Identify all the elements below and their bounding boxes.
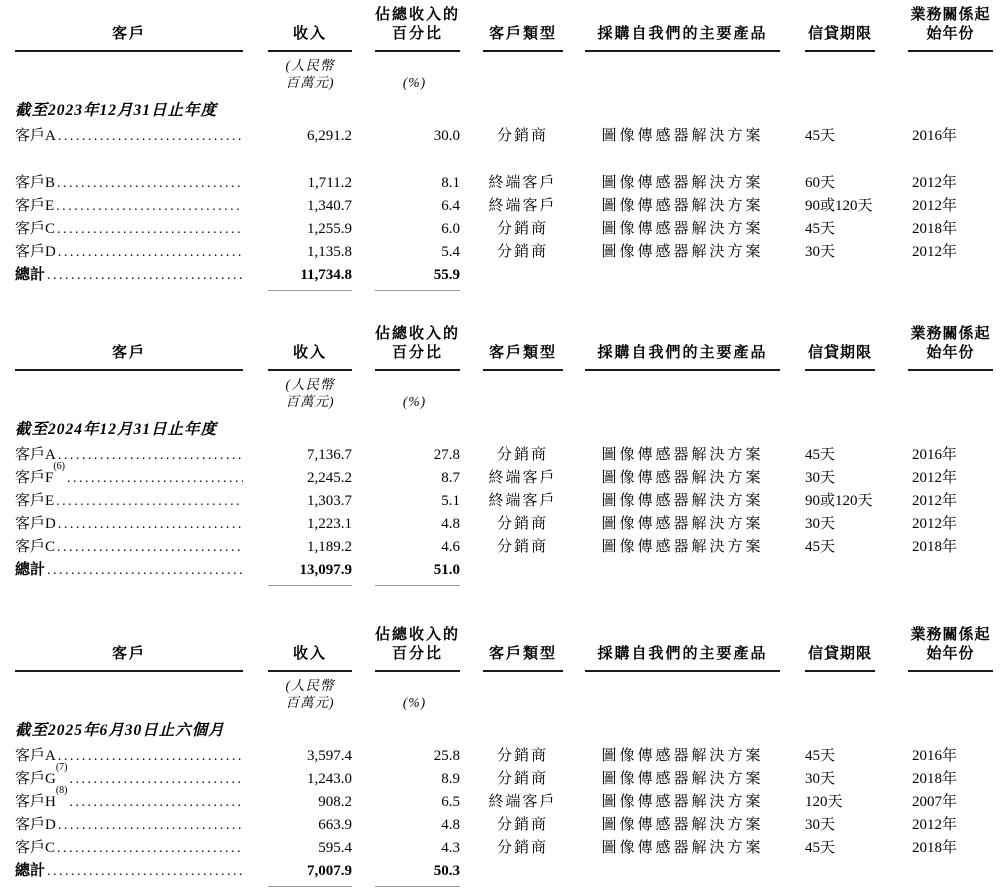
dot-leader [58,745,243,768]
header-cell-relationship [905,6,1000,52]
customer-type: 分銷商 [496,447,548,463]
total-label: 總計 [15,267,46,283]
start-year: 2012年 [912,470,958,486]
total-underline [0,883,1000,887]
pct-value: 4.8 [441,817,460,833]
customer-row [0,172,1000,195]
header-relationship-line2: 始年份 [926,345,975,361]
customer-row [0,814,1000,837]
revenue-value: 1,255.9 [307,221,352,237]
header-cell-credit [780,25,905,52]
revenue-value: 1,223.1 [307,516,352,532]
customer-row [0,490,1000,513]
header-cell-products [585,25,780,52]
revenue-value: 908.2 [318,794,352,810]
footnote-superscript: (6) [53,461,66,472]
dot-leader [58,444,243,467]
pct-value: 5.1 [441,493,460,509]
product-name: 圖像傳感器解決方案 [601,198,764,214]
customer-name: 客戶C [15,539,56,555]
dot-leader [58,814,243,837]
revenue-value: 1,711.2 [307,175,352,191]
header-cell-pct [355,6,460,52]
header-credit-label: 信貸期限 [807,646,872,662]
rows-fy2023 [0,125,1000,264]
product-name: 圖像傳感器解決方案 [601,128,764,144]
pct-value: 4.6 [441,539,460,555]
revenue-value: 3,597.4 [307,748,352,764]
product-name: 圖像傳感器解決方案 [601,244,764,260]
unit-percent: (%) [402,394,427,409]
rows-fy2024 [0,444,1000,559]
customer-type: 終端客戶 [488,794,557,810]
customer-row [0,195,1000,218]
credit-period: 45天 [805,221,836,237]
credit-period: 30天 [805,516,836,532]
header-customer-label: 客戶 [111,646,146,662]
table-header-row [0,626,1000,672]
customer-cell [0,814,255,837]
header-relationship-line1: 業務關係起 [910,627,991,643]
customer-row [0,785,1000,814]
customer-type: 分銷商 [496,539,548,555]
header-cell-credit [780,645,905,672]
header-cell-relationship [905,325,1000,371]
customer-type: 分銷商 [496,244,548,260]
pct-value: 8.7 [441,470,460,486]
header-type-label: 客戶類型 [488,26,557,42]
customer-name: 客戶C [15,840,56,856]
total-underline [0,582,1000,586]
customer-name: 客戶E [15,493,55,509]
total-pct: 55.9 [433,267,460,283]
total-label: 總計 [15,562,46,578]
revenue-value: 663.9 [318,817,352,833]
customer-type: 終端客戶 [488,470,557,486]
revenue-value: 1,189.2 [307,539,352,555]
start-year: 2012年 [912,817,958,833]
header-cell-pct [355,626,460,672]
rows-1h2025 [0,745,1000,860]
header-customer-label: 客戶 [111,26,146,42]
product-name: 圖像傳感器解決方案 [601,493,764,509]
header-pct-line2: 百分比 [391,646,443,662]
revenue-value: 1,303.7 [307,493,352,509]
unit-percent: (%) [402,695,427,710]
customer-cell [0,513,255,536]
pct-value: 6.5 [441,794,460,810]
pct-value: 6.0 [441,221,460,237]
header-revenue-label: 收入 [292,26,327,42]
credit-period: 45天 [805,539,836,555]
table-header-row [0,6,1000,52]
credit-period: 45天 [805,128,836,144]
dot-leader [70,768,243,791]
header-products-label: 採購自我們的主要產品 [597,26,768,42]
customer-name: 客戶G [15,771,56,787]
customer-cell [0,461,255,490]
customer-row [0,125,1000,148]
customer-name: 客戶F [15,470,54,486]
customer-cell [0,172,255,195]
customer-cell [0,536,255,559]
product-name: 圖像傳感器解決方案 [601,516,764,532]
customer-row [0,461,1000,490]
pct-value: 27.8 [433,447,460,463]
credit-period: 30天 [805,470,836,486]
customer-cell [0,837,255,860]
header-cell-revenue [255,344,355,371]
customer-cell [0,762,255,791]
customer-type: 終端客戶 [488,493,557,509]
header-cell-relationship [905,626,1000,672]
start-year: 2016年 [912,447,958,463]
period-title-1h2025: 截至2025年6月30日止六個月 [15,722,225,739]
credit-period: 120天 [805,794,843,810]
pct-value: 6.4 [441,198,460,214]
total-revenue: 7,007.9 [307,863,352,879]
header-cell-products [585,645,780,672]
footnote-superscript: (8) [55,785,68,796]
product-name: 圖像傳感器解決方案 [601,817,764,833]
footnote-superscript: (7) [55,762,68,773]
credit-period: 45天 [805,840,836,856]
product-name: 圖像傳感器解決方案 [601,794,764,810]
total-row-1h2025 [0,860,1000,883]
header-relationship-line2: 始年份 [926,26,975,42]
dot-leader [58,513,243,536]
dot-leader [57,536,243,559]
revenue-value: 6,291.2 [307,128,352,144]
header-pct-line1: 佔總收入的 [375,326,461,342]
header-pct-line2: 百分比 [391,26,443,42]
customer-type: 分銷商 [496,516,548,532]
customer-cell [0,218,255,241]
customer-name: 客戶D [15,244,56,260]
table-fy2023 [0,6,1000,291]
total-pct: 51.0 [433,562,460,578]
customer-type: 終端客戶 [488,198,557,214]
header-relationship-line2: 始年份 [926,646,975,662]
pct-value: 4.3 [441,840,460,856]
customer-type: 分銷商 [496,748,548,764]
credit-period: 30天 [805,771,836,787]
unit-row [0,376,1000,410]
customer-name: 客戶C [15,221,56,237]
dot-leader [56,490,243,513]
header-products-label: 採購自我們的主要產品 [597,646,768,662]
total-revenue: 11,734.8 [300,267,352,283]
customer-type: 分銷商 [496,771,548,787]
dot-leader [57,837,243,860]
header-pct-line1: 佔總收入的 [375,627,461,643]
product-name: 圖像傳感器解決方案 [601,447,764,463]
header-cell-type [460,645,585,672]
customer-cell [0,195,255,218]
start-year: 2016年 [912,748,958,764]
revenue-value: 2,245.2 [307,470,352,486]
pct-value: 8.9 [441,771,460,787]
customer-row [0,837,1000,860]
header-cell-customer [0,344,255,371]
unit-percent: (%) [402,75,427,90]
start-year: 2012年 [912,198,958,214]
dot-leader [47,559,243,582]
customer-name: 客戶B [15,175,56,191]
header-type-label: 客戶類型 [488,646,557,662]
customer-type: 分銷商 [496,128,548,144]
total-underline [0,287,1000,291]
header-relationship-line1: 業務關係起 [910,7,991,23]
table-1h2025 [0,626,1000,887]
customer-row [0,241,1000,264]
header-cell-customer [0,25,255,52]
revenue-value: 7,136.7 [307,447,352,463]
total-row-fy2024 [0,559,1000,582]
header-cell-customer [0,645,255,672]
product-name: 圖像傳感器解決方案 [601,221,764,237]
credit-period: 45天 [805,447,836,463]
unit-rmb-millions: (人民幣 百萬元) [285,58,335,90]
header-revenue-label: 收入 [292,646,327,662]
total-label: 總計 [15,863,46,879]
customer-name: 客戶A [15,447,56,463]
customer-name: 客戶E [15,198,55,214]
start-year: 2012年 [912,516,958,532]
dot-leader [58,241,243,264]
unit-rmb-millions: (人民幣 百萬元) [285,377,335,409]
customer-name: 客戶D [15,516,56,532]
header-cell-products [585,344,780,371]
pct-value: 30.0 [433,128,460,144]
header-cell-pct [355,325,460,371]
start-year: 2012年 [912,493,958,509]
credit-period: 30天 [805,817,836,833]
dot-leader [56,195,243,218]
dot-leader [47,860,243,883]
customer-cell [0,745,255,768]
customer-cell [0,490,255,513]
customer-row [0,762,1000,791]
product-name: 圖像傳感器解決方案 [601,539,764,555]
dot-leader [47,264,243,287]
customer-cell [0,444,255,467]
pct-value: 8.1 [441,175,460,191]
total-pct: 50.3 [433,863,460,879]
header-cell-type [460,344,585,371]
customer-row [0,536,1000,559]
credit-period: 30天 [805,244,836,260]
product-name: 圖像傳感器解決方案 [601,175,764,191]
customer-name: 客戶A [15,748,56,764]
dot-leader [67,467,243,490]
customer-row [0,218,1000,241]
header-cell-revenue [255,25,355,52]
table-fy2024 [0,325,1000,586]
customer-name: 客戶A [15,128,56,144]
table-header-row [0,325,1000,371]
revenue-value: 1,340.7 [307,198,352,214]
header-pct-line1: 佔總收入的 [375,7,461,23]
start-year: 2012年 [912,175,958,191]
start-year: 2018年 [912,840,958,856]
header-cell-credit [780,344,905,371]
header-credit-label: 信貸期限 [807,26,872,42]
dot-leader [57,218,243,241]
pct-value: 5.4 [441,244,460,260]
header-products-label: 採購自我們的主要產品 [597,345,768,361]
dot-leader [57,172,243,195]
product-name: 圖像傳感器解決方案 [601,771,764,787]
customer-cell [0,125,255,148]
customer-name: 客戶H [15,794,56,810]
revenue-value: 1,135.8 [307,244,352,260]
dot-leader [70,791,243,814]
credit-period: 90或120天 [805,198,873,214]
header-revenue-label: 收入 [292,345,327,361]
header-customer-label: 客戶 [111,345,146,361]
start-year: 2018年 [912,539,958,555]
customer-type: 分銷商 [496,840,548,856]
header-cell-type [460,25,585,52]
start-year: 2016年 [912,128,958,144]
customer-row [0,513,1000,536]
unit-row [0,677,1000,711]
period-title-fy2023: 截至2023年12月31日止年度 [15,102,218,119]
customer-row [0,444,1000,467]
customer-type: 分銷商 [496,817,548,833]
header-pct-line2: 百分比 [391,345,443,361]
unit-rmb-millions: (人民幣 百萬元) [285,678,335,710]
revenue-value: 1,243.0 [307,771,352,787]
start-year: 2012年 [912,244,958,260]
credit-period: 90或120天 [805,493,873,509]
customer-name: 客戶D [15,817,56,833]
customer-row [0,745,1000,768]
start-year: 2018年 [912,771,958,787]
pct-value: 25.8 [433,748,460,764]
header-credit-label: 信貸期限 [807,345,872,361]
product-name: 圖像傳感器解決方案 [601,748,764,764]
customer-type: 分銷商 [496,221,548,237]
header-type-label: 客戶類型 [488,345,557,361]
credit-period: 45天 [805,748,836,764]
unit-row [0,57,1000,91]
customer-cell [0,241,255,264]
product-name: 圖像傳感器解決方案 [601,840,764,856]
product-name: 圖像傳感器解決方案 [601,470,764,486]
total-row-fy2023 [0,264,1000,287]
header-cell-revenue [255,645,355,672]
pct-value: 4.8 [441,516,460,532]
start-year: 2007年 [912,794,958,810]
start-year: 2018年 [912,221,958,237]
header-relationship-line1: 業務關係起 [910,326,991,342]
revenue-value: 595.4 [318,840,352,856]
credit-period: 60天 [805,175,836,191]
total-revenue: 13,097.9 [299,562,352,578]
customer-cell [0,785,255,814]
customer-type: 終端客戶 [488,175,557,191]
period-title-fy2024: 截至2024年12月31日止年度 [15,421,218,438]
dot-leader [58,125,243,148]
